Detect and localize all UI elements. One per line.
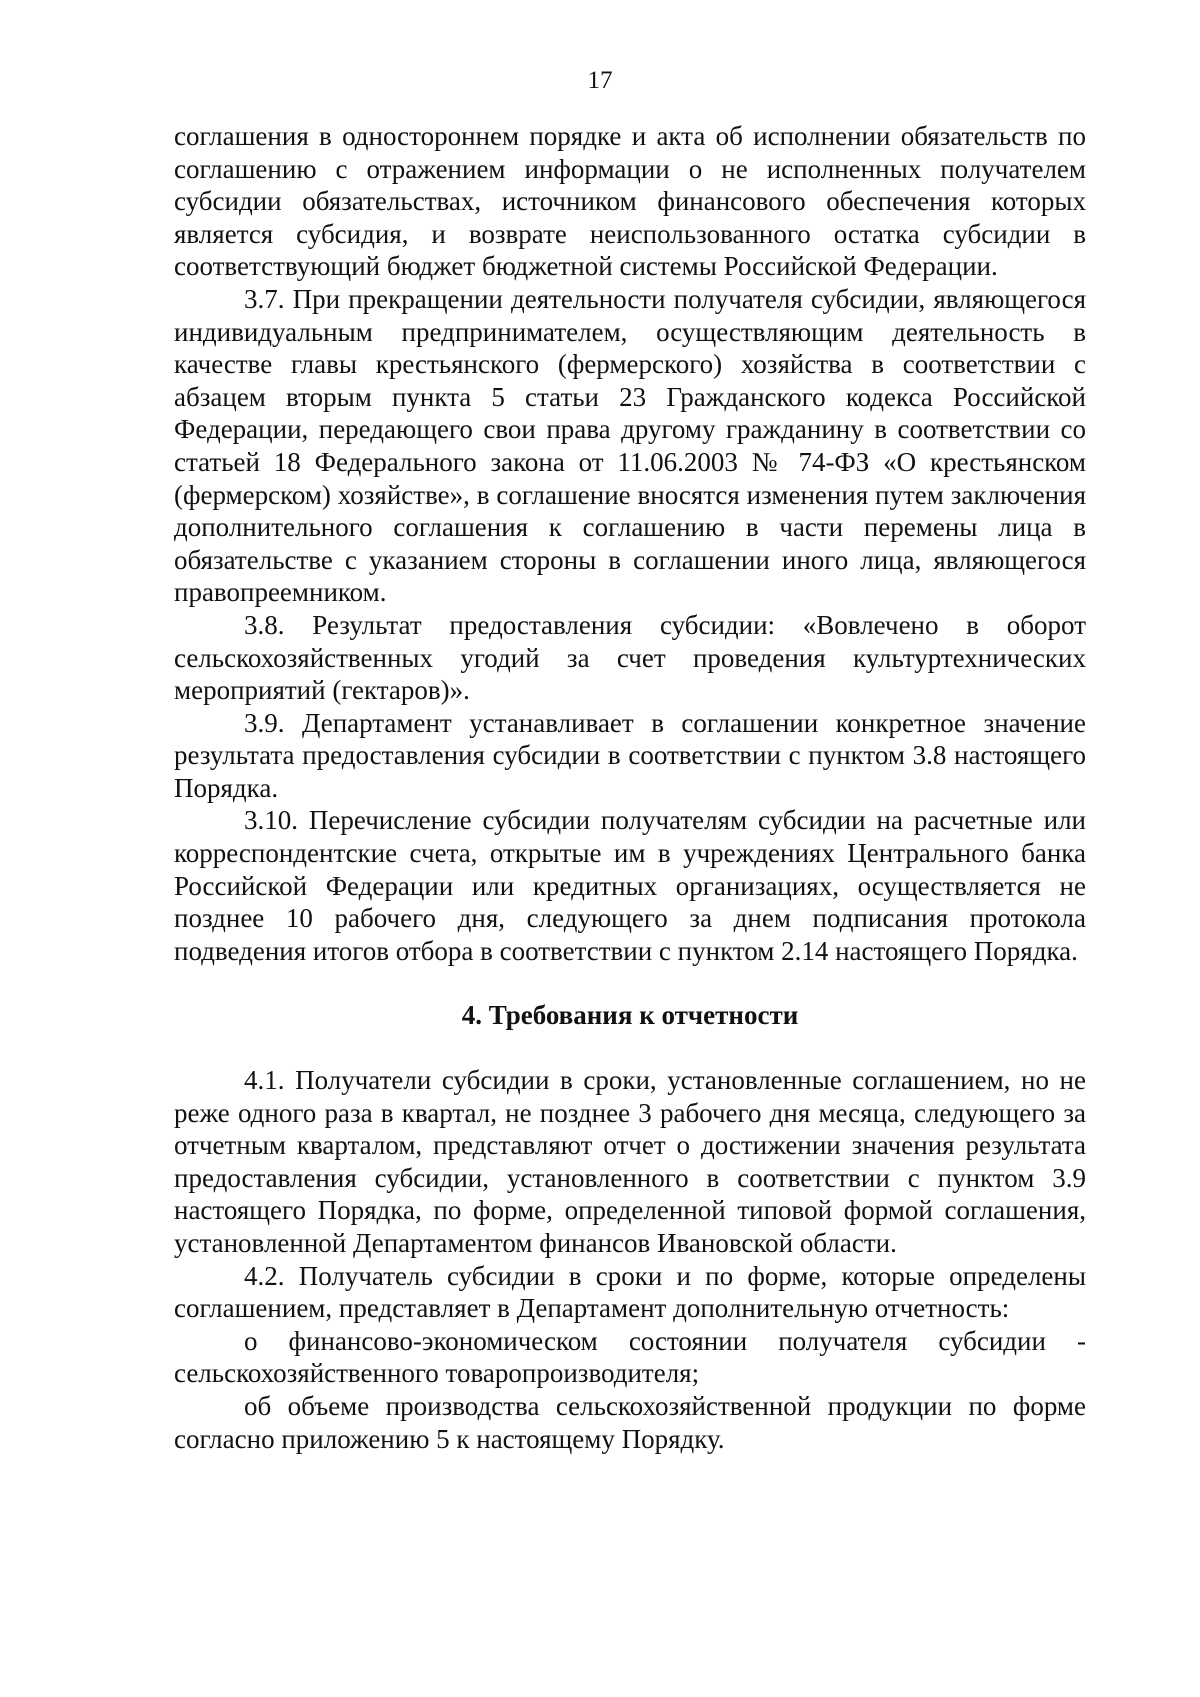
section-heading: 4. Требования к отчетности (461, 1000, 799, 1031)
paragraph-continuation: соглашения в одностороннем порядке и акта об исполнении обязательств по соглашению с отражением информации о не исполненных получателем субсидии обязательствах, источником финансового обеспечения которых является субсидия, и возврате неиспользованного остатка субсидии в соответствующий бюджет бюджетной системы Российской Федерации. (174, 121, 1086, 282)
paragraph-production-volume: об объеме производства сельскохозяйственной продукции по форме согласно приложению 5 к настоящему Порядку. (174, 1390, 1086, 1454)
paragraph-4-2: 4.2. Получатель субсидии в сроки и по форме, которые определены соглашением, представляет в Департамент дополнительную отчетность: (174, 1260, 1086, 1324)
paragraph-4-1: 4.1. Получатели субсидии в сроки, установленные соглашением, но не реже одного раза в квартал, не позднее 3 рабочего дня месяца, следующего за отчетным кварталом, представляют отчет о достижении значения результата предоставления субсидии, установленного в соответствии с пунктом 3.9 настоящего Порядка, по форме, определенной типовой формой соглашения, установленной Департаментом финансов Ивановской области. (174, 1065, 1086, 1258)
page-number: 17 (587, 67, 613, 94)
paragraph-3-7: 3.7. При прекращении деятельности получателя субсидии, являющегося индивидуальным предпринимателем, осуществляющим деятельность в качестве главы крестьянского (фермерского) хозяйства в соответствии с абзацем вторым пункта 5 статьи 23 Гражданского кодекса Российской Федерации, передающего свои права другому гражданину в соответствии со статьей 18 Федерального закона от 11.06.2003 № 74-ФЗ «О крестьянском (фермерском) хозяйстве», в соглашение вносятся изменения путем заключения дополнительного соглашения к соглашению в части перемены лица в обязательстве с указанием стороны в соглашении иного лица, являющегося правопреемником. (174, 283, 1086, 608)
paragraph-3-9: 3.9. Департамент устанавливает в соглашении конкретное значение результата предоставления субсидии в соответствии с пунктом 3.8 настоящего Порядка. (174, 707, 1086, 803)
paragraph-3-10: 3.10. Перечисление субсидии получателям субсидии на расчетные или корреспондентские счета, открытые им в учреждениях Центрального банка Российской Федерации или кредитных организациях, осуществляется не позднее 10 рабочего дня, следующего за днем подписания протокола подведения итогов отбора в соответствии с пунктом 2.14 настоящего Порядка. (174, 805, 1086, 966)
document-body (174, 120, 1086, 1455)
paragraph-3-8: 3.8. Результат предоставления субсидии: «Вовлечено в оборот сельскохозяйственных угодий за счет проведения культуртехнических мероприятий (гектаров)». (174, 609, 1086, 706)
paragraph-financial-state: о финансово-экономическом состоянии получателя субсидии - сельскохозяйственного товаропроизводителя; (174, 1325, 1086, 1389)
